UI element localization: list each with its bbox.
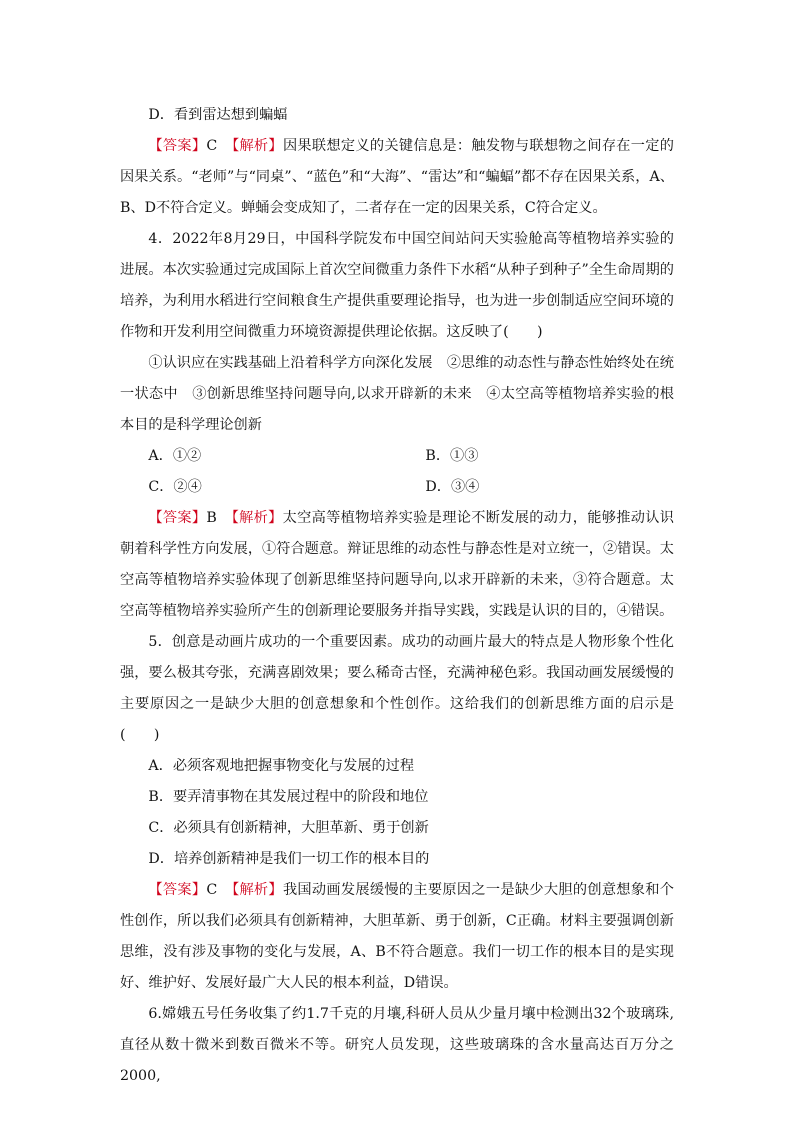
answer-letter: C [206,882,218,898]
q5-stem: 5．创意是动画片成功的一个重要因素。成功的动画片最大的特点是人物形象个性化强，要么极其夸张，充满喜剧效果；要么稀奇古怪，充满神秘色彩。我国动画发展缓慢的主要原因之一是缺少大胆的创意想象和个性创作。这给我们的创新思维方面的启示是( ) [120,634,674,743]
analysis-tag: 【解析】 [232,138,283,154]
analysis-tag: 【解析】 [231,510,283,526]
q3-option-d: D．看到雷达想到蝙蝠 [148,107,288,123]
analysis-text: 因果联想定义的关键信息是：触发物与联想物之间存在一定的因果关系。“老师”与“同桌”、“蓝色”和“大海”、“雷达”和“蝙蝠”都不存在因果关系，A、B、D不符合定义。蝉蛹会变成知了，二者存在一定的因果关系，C符合定义。 [120,138,674,216]
answer-tag: 【答案】 [148,138,207,154]
answer-letter: B [206,510,217,526]
answer-tag: 【答案】 [148,882,207,898]
analysis-text: 太空高等植物培养实验是理论不断发展的动力，能够推动认识朝着科学性方向发展，①符合题意。辩证思维的动态性与静态性是对立统一，②错误。太空高等植物培养实验体现了创新思维坚持问题导向,以求开辟新的未来，③符合题意。太空高等植物培养实验所产生的创新理论要服务并指导实践，实践是认识的目的，④错误。 [120,510,674,619]
answer-letter: C [206,138,218,154]
q5-option-d: D．培养创新精神是我们一切工作的根本目的 [148,851,430,867]
answer-tag: 【答案】 [148,510,207,526]
q6-stem: 6.嫦娥五号任务收集了约1.7千克的月壤,科研人员从少量月壤中检测出32个玻璃珠,直径从数十微米到数百微米不等。研究人员发现，这些玻璃珠的含水量高达百万分之2000, [120,1006,674,1084]
q4-statements: ①认识应在实践基础上沿着科学方向深化发展 ②思维的动态性与静态性始终处在统一状态中 ③创新思维坚持问题导向,以求开辟新的未来 ④太空高等植物培养实验的根本目的是科学理论创新 [120,355,674,433]
analysis-text: 我国动画发展缓慢的主要原因之一是缺少大胆的创意想象和个性创作，所以我们必须具有创新精神，大胆革新、勇于创新，C正确。材料主要强调创新思维，没有涉及事物的变化与发展，A、B不符合题意。我们一切工作的根本目的是实现好、维护好、发展好最广大人民的根本利益，D错误。 [120,882,674,991]
q5-answer-block [120,875,674,999]
q4-stem: 4．2022年8月29日，中国科学院发布中国空间站问天实验舱高等植物培养实验的进展。本次实验通过完成国际上首次空间微重力条件下水稻“从种子到种子”全生命周期的培养，为利用水稻进行空间粮食生产提供重要理论指导，也为进一步创制适应空间环境的作物和开发利用空间微重力环境资源提供理论依据。这反映了( ) [120,231,674,340]
q4-options [120,441,674,503]
q5-option-c: C．必须具有创新精神，大胆革新、勇于创新 [148,820,429,836]
q4-option-b: B．①③ [425,448,479,464]
analysis-tag: 【解析】 [232,882,283,898]
q5-option-a: A．必须客观地把握事物变化与发展的过程 [148,758,415,774]
q3-answer-block [120,131,674,224]
q5-option-b: B．要弄清事物在其发展过程中的阶段和地位 [148,789,429,805]
q4-option-d: D．③④ [425,479,480,495]
q4-option-a: A．①② [148,448,202,464]
q4-answer-block [120,503,674,627]
q4-option-c: C．②④ [148,479,202,495]
